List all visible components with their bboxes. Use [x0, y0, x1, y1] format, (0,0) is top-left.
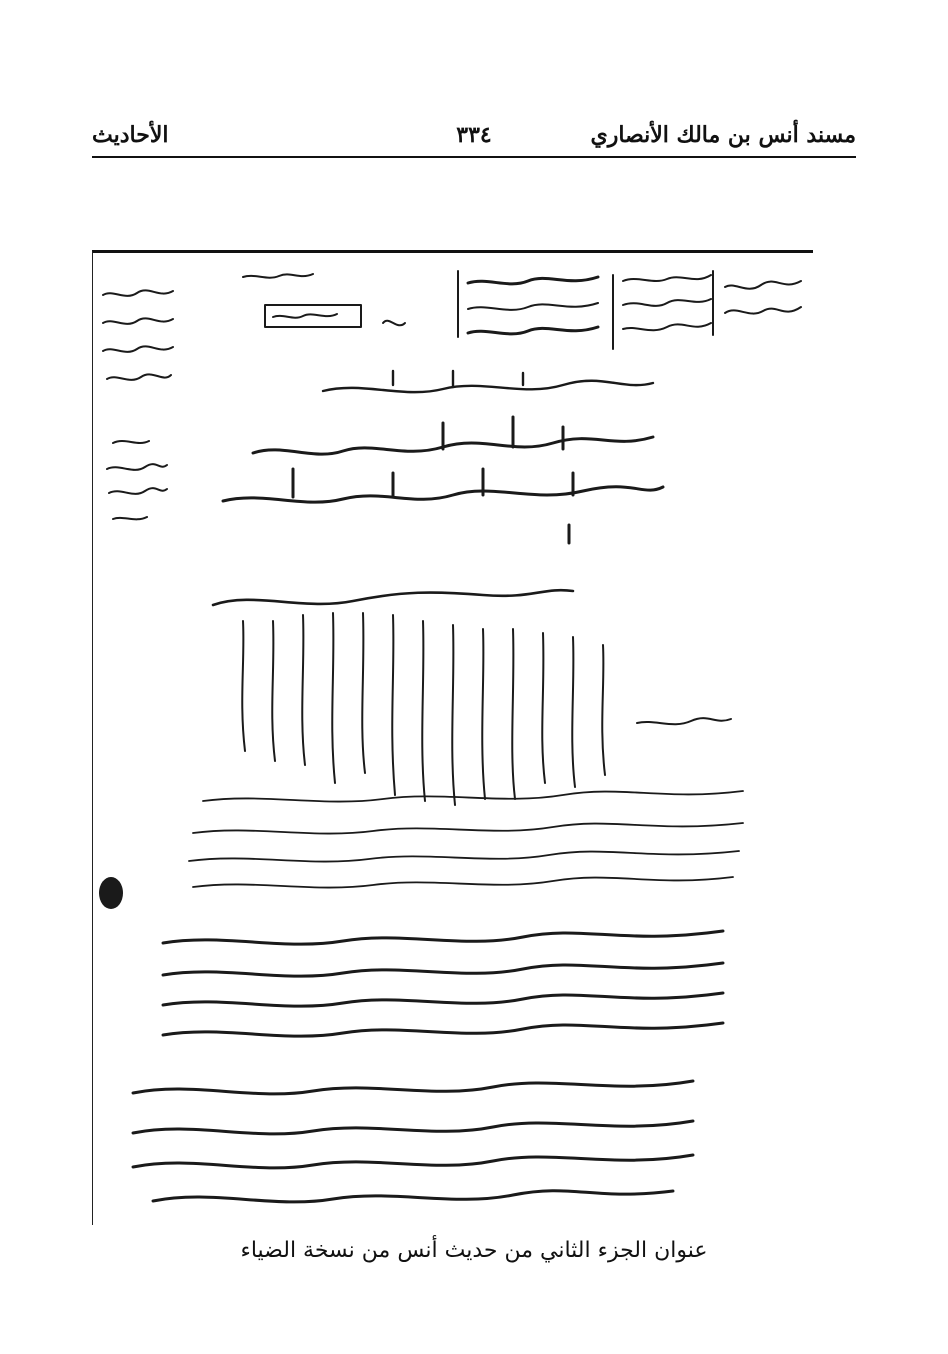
page-header — [92, 116, 856, 156]
header-rule — [92, 156, 856, 158]
book-title: مسند أنس بن مالك الأنصاري — [590, 122, 856, 148]
part-title-lines — [323, 371, 653, 392]
ink-blot — [99, 877, 123, 909]
audition-note-small — [189, 791, 743, 888]
figure-caption: عنوان الجزء الثاني من حديث أنس من نسخة الضياء — [240, 1238, 708, 1263]
page-number: ٣٣٤ — [456, 122, 492, 148]
audition-note-bold — [163, 931, 723, 1036]
final-note — [133, 1081, 693, 1202]
vertical-notes-block — [213, 590, 731, 805]
main-text-lines — [223, 417, 663, 543]
top-notes-block — [103, 271, 801, 380]
manuscript-image — [92, 250, 813, 1225]
section-title: الأحاديث — [92, 122, 169, 148]
handwriting-illustration — [93, 253, 813, 1225]
margin-note-left — [107, 441, 167, 519]
